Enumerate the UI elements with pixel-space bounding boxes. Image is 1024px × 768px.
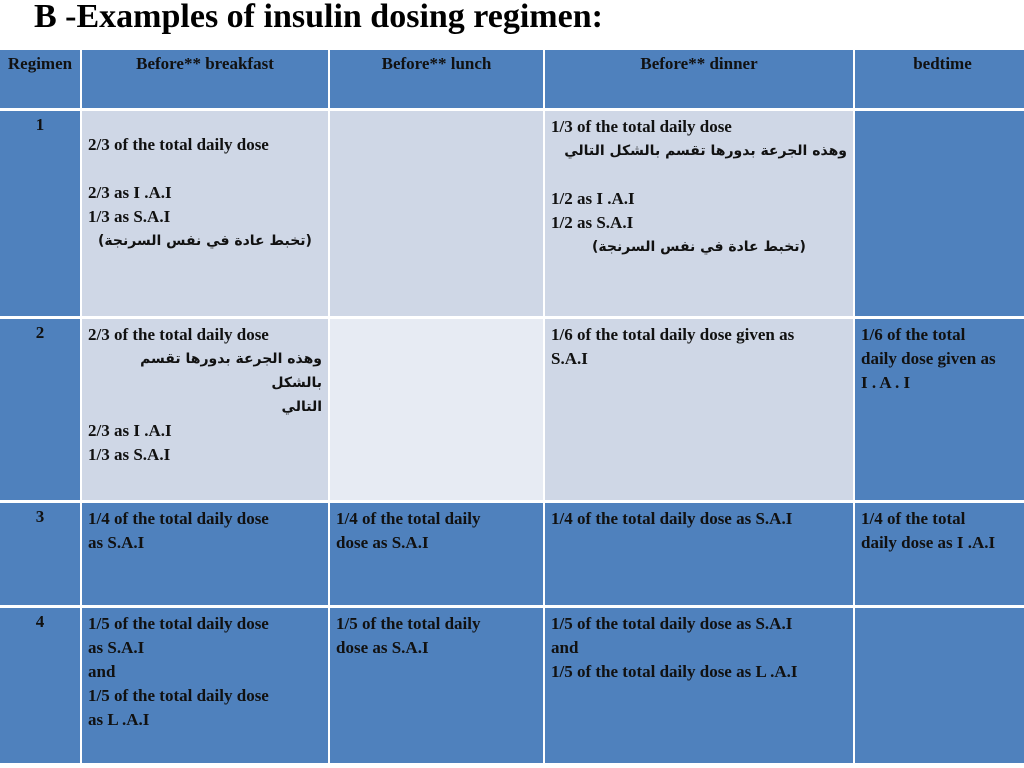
regimen-4-number: 4: [0, 608, 80, 763]
header-dinner: Before** dinner: [545, 50, 853, 108]
cell-text: 2/3 as I .A.I: [88, 421, 172, 440]
cell-text: 1/5 of the total daily dose as S.A.I: [551, 614, 793, 633]
regimen-2-bedtime: [855, 319, 1024, 500]
regimen-1-number: 1: [0, 111, 80, 316]
regimen-1-dinner: [545, 111, 853, 316]
cell-text: as L .A.I: [88, 710, 150, 729]
cell-text: daily dose given as: [861, 349, 996, 368]
regimen-4-lunch: [330, 608, 543, 763]
header-bedtime: bedtime: [855, 50, 1024, 108]
cell-text: S.A.I: [551, 349, 588, 368]
cell-text: dose as S.A.I: [336, 533, 429, 552]
cell-text: 1/4 of the total daily: [336, 509, 481, 528]
regimen-3-breakfast: [82, 503, 328, 605]
cell-text: 1/4 of the total: [861, 509, 966, 528]
cell-text: 1/5 of the total daily dose as L .A.I: [551, 662, 798, 681]
cell-text: 1/2 as I .A.I: [551, 189, 635, 208]
cell-text: 1/3 as S.A.I: [88, 207, 171, 226]
cell-text: 1/6 of the total daily dose given as: [551, 325, 795, 344]
cell-arabic-note: وهذه الجرعة بدورها تقسم بالشكل: [140, 351, 322, 391]
cell-text: 2/3 as I .A.I: [88, 183, 172, 202]
cell-text: and: [551, 638, 579, 657]
cell-text: I . A . I: [861, 373, 911, 392]
cell-text: 1/3 as S.A.I: [88, 445, 171, 464]
regimen-1-bedtime: [855, 111, 1024, 316]
header-regimen: [0, 50, 80, 108]
cell-text: and: [88, 662, 116, 681]
cell-text: as S.A.I: [88, 533, 145, 552]
cell-text: 1/3 of the total daily dose: [551, 117, 732, 136]
regimen-4-bedtime: [855, 608, 1024, 763]
regimen-4-breakfast: [82, 608, 328, 763]
cell-text: daily dose as I .A.I: [861, 533, 996, 552]
header-regimen-label: Regimen: [7, 54, 73, 73]
regimen-2-dinner: [545, 319, 853, 500]
cell-text: 1/5 of the total daily dose: [88, 614, 269, 633]
regimen-4-dinner: [545, 608, 853, 763]
regimen-3-bedtime: [855, 503, 1024, 605]
cell-arabic-note: (تخبط عادة في نفس السرنجة): [98, 233, 312, 249]
regimen-2-lunch: [330, 319, 543, 500]
cell-text: 1/2 as S.A.I: [551, 213, 634, 232]
regimen-2-number: 2: [0, 319, 80, 500]
regimen-3-number: 3: [0, 503, 80, 605]
cell-text: 1/4 of the total daily dose: [88, 509, 269, 528]
cell-text: 2/3 of the total daily dose: [88, 325, 269, 344]
header-breakfast: Before** breakfast: [82, 50, 328, 108]
header-lunch: Before** lunch: [330, 50, 543, 108]
cell-text: dose as S.A.I: [336, 638, 429, 657]
cell-text: 1/6 of the total: [861, 325, 966, 344]
cell-text: as S.A.I: [88, 638, 145, 657]
cell-text: 1/5 of the total daily: [336, 614, 481, 633]
regimen-2-breakfast: [82, 319, 328, 500]
regimen-1-lunch: [330, 111, 543, 316]
cell-arabic-note: التالي: [281, 399, 322, 415]
cell-text: 1/4 of the total daily dose as S.A.I: [551, 509, 793, 528]
regimen-3-lunch: [330, 503, 543, 605]
regimen-1-breakfast: [82, 111, 328, 316]
cell-text: 2/3 of the total daily dose: [88, 135, 269, 154]
regimen-3-dinner: [545, 503, 853, 605]
cell-arabic-note: وهذه الجرعة بدورها تقسم بالشكل التالي: [564, 143, 847, 159]
cell-arabic-note: (تخبط عادة في نفس السرنجة): [592, 239, 806, 255]
dosing-table: [0, 50, 1024, 763]
slide-title: B -Examples of insulin dosing regimen:: [34, 0, 603, 35]
cell-text: 1/5 of the total daily dose: [88, 686, 269, 705]
